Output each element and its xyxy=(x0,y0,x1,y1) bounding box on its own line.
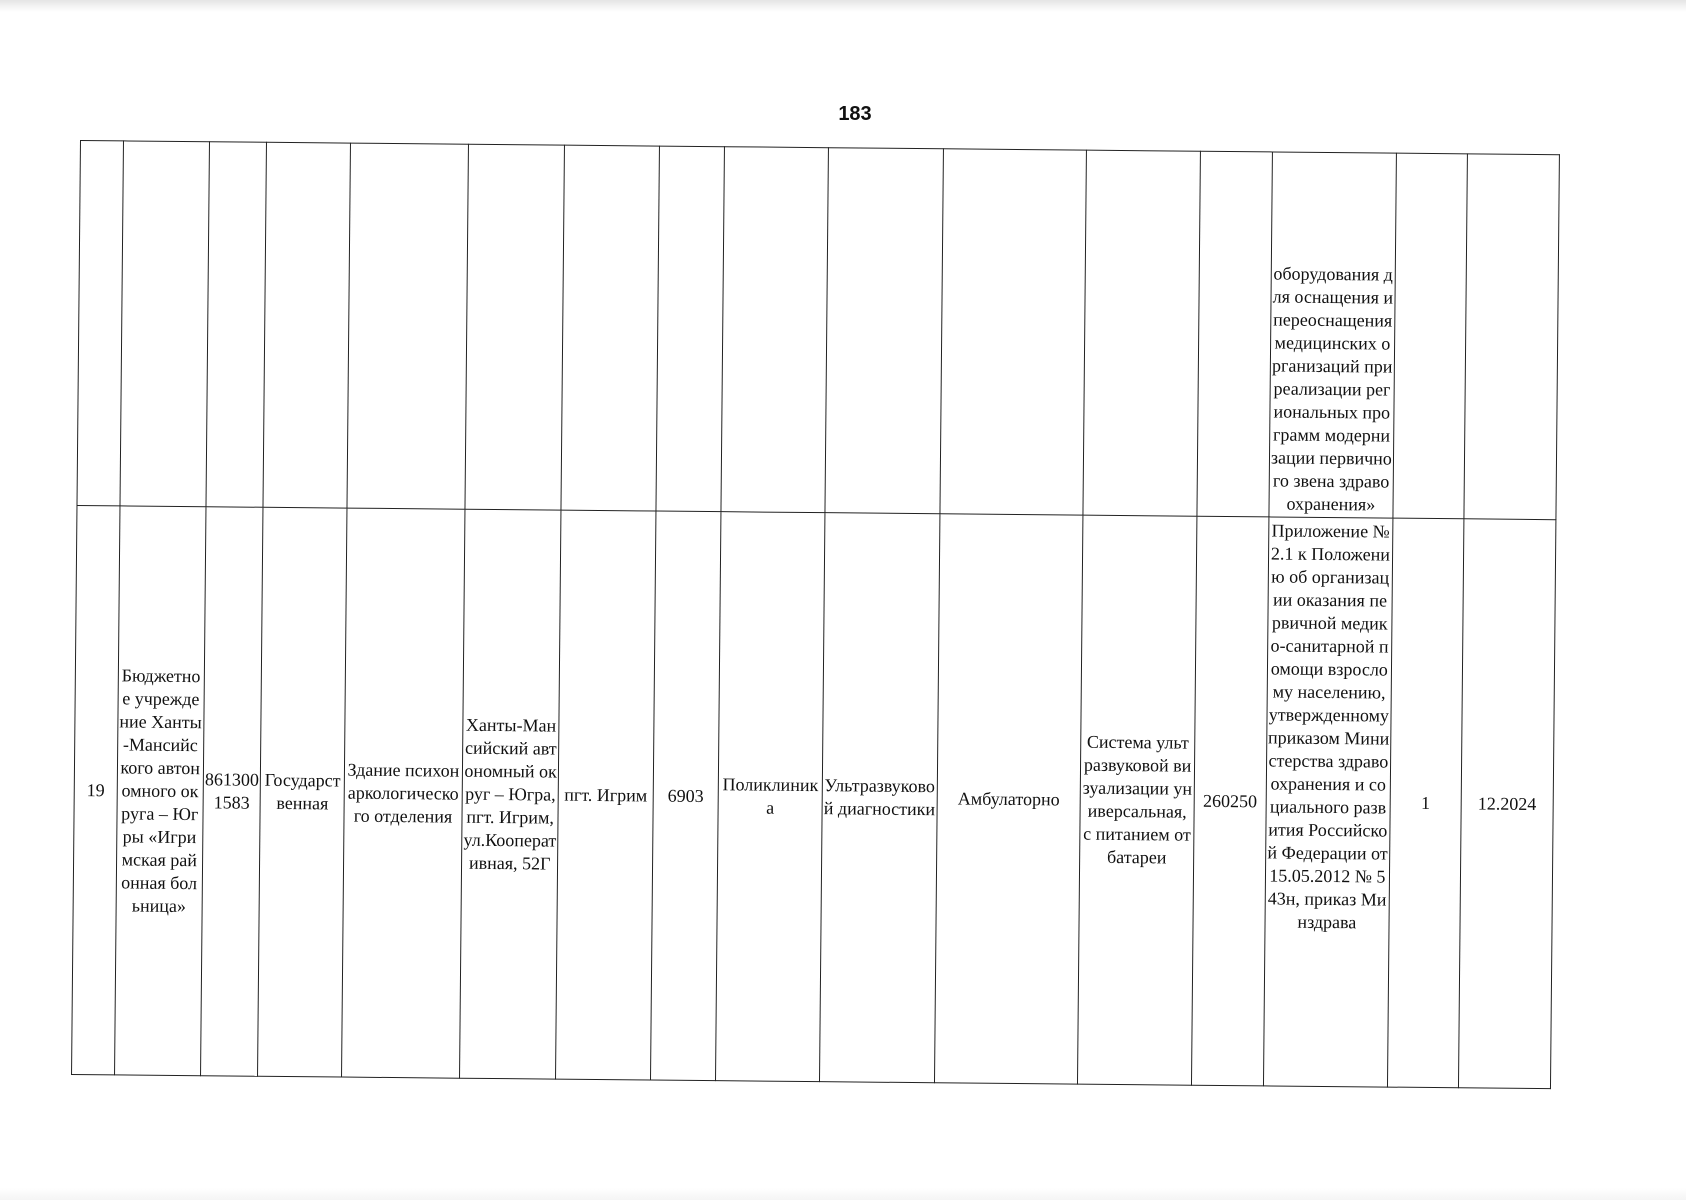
cell-address: Ханты-Мансийский автономный округ – Югра, пгт. Игрим, ул.Кооперативная, 52Г xyxy=(459,509,561,1079)
cell-quantity: 1 xyxy=(1387,518,1463,1088)
cell-department: Ультразвуковой диагностики xyxy=(820,513,940,1083)
cell-facility-type: Поликлиника xyxy=(716,512,825,1082)
cell-organization: Бюджетное учреждение Ханты-Мансийского автономного округа – Югры «Игримская районная больница» xyxy=(114,506,205,1076)
cell-document: Приложение № 2.1 к Положению об организации оказания первичной медико-санитарной помощи взрослому населению, утвержденному приказом Министерства здравоохранения и социального развития Российской Федерации от 15.05.2012 № 543н, приказ Минздрава xyxy=(1263,517,1393,1087)
cell-empty xyxy=(1197,151,1272,517)
equipment-table xyxy=(71,140,1560,1089)
cell-empty xyxy=(561,145,659,511)
cell-equipment-code: 260250 xyxy=(1191,516,1268,1086)
cell-date: 12.2024 xyxy=(1458,519,1556,1089)
cell-empty xyxy=(120,141,209,507)
cell-empty xyxy=(206,142,267,508)
cell-empty xyxy=(721,147,828,513)
cell-building: Здание психонаркологического отделения xyxy=(342,508,465,1078)
cell-empty xyxy=(656,146,725,512)
cell-empty xyxy=(1464,154,1560,520)
cell-row-number: 19 xyxy=(72,505,120,1074)
scan-edge-top xyxy=(0,0,1686,12)
cell-empty xyxy=(77,141,123,506)
cell-equipment: Система ультразвуковой визуализации универсальная, с питанием от батареи xyxy=(1078,515,1197,1085)
cell-empty xyxy=(940,149,1087,515)
cell-care-conditions: Амбулаторно xyxy=(934,514,1083,1084)
cell-code: 6903 xyxy=(650,511,721,1081)
table-row xyxy=(72,505,1556,1088)
cell-ownership: Государственная xyxy=(258,507,347,1077)
table-row-continuation xyxy=(77,141,1559,520)
page-number: 183 xyxy=(838,103,872,125)
cell-document-continuation: оборудования для оснащения и переоснащения медицинских организаций при реализации региональных программ модернизации первичного звена здравоохранения» xyxy=(1269,152,1397,518)
cell-empty xyxy=(825,148,943,514)
cell-empty xyxy=(347,143,468,509)
table-container xyxy=(71,140,1560,1089)
cell-empty xyxy=(1083,150,1200,516)
scan-edge-bottom xyxy=(0,1188,1686,1200)
cell-empty xyxy=(465,144,565,510)
cell-empty xyxy=(1393,153,1467,519)
cell-inn: 8613001583 xyxy=(200,507,263,1077)
cell-settlement: пгт. Игрим xyxy=(556,510,656,1080)
cell-empty xyxy=(263,142,350,508)
